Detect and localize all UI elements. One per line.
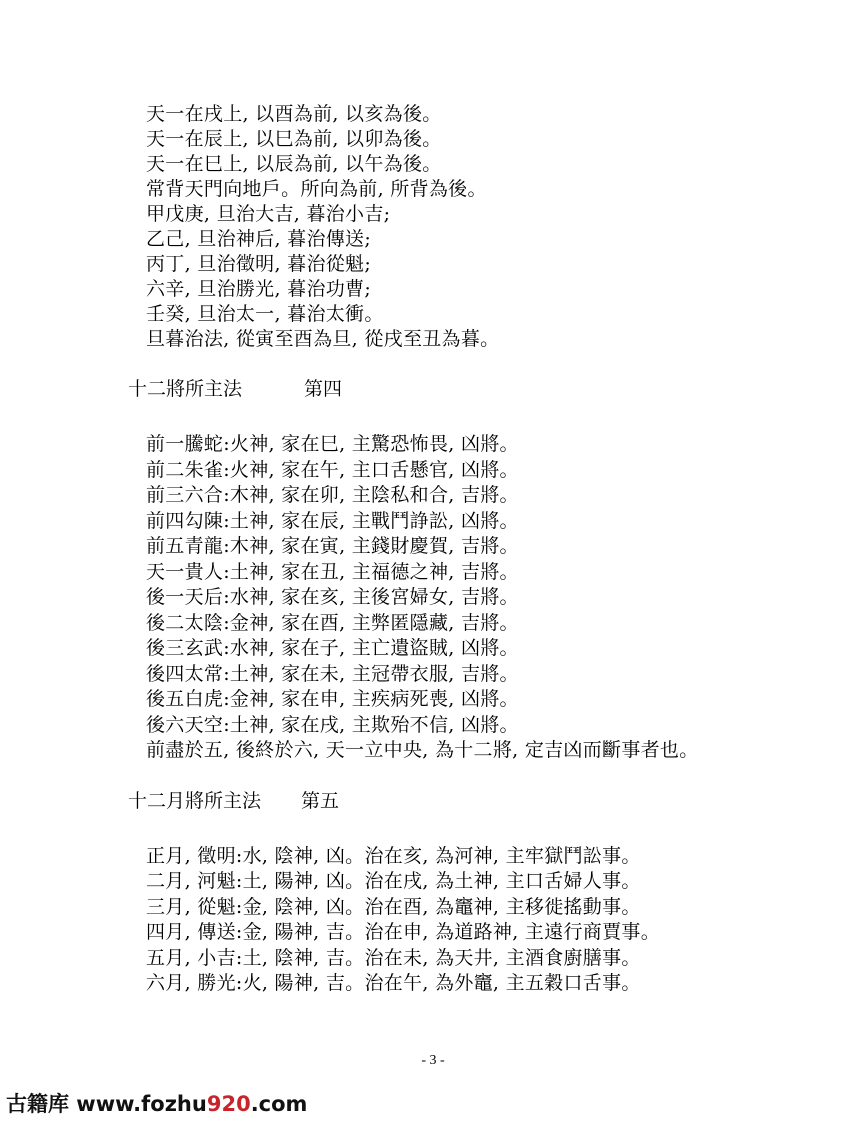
text-line: 三月, 從魁:金, 陰神, 凶。治在酉, 為竈神, 主移徙搖動事。 [146,896,641,918]
text-line: 前二朱雀:火神, 家在午, 主口舌懸官, 凶將。 [146,459,519,481]
section-four-number: 第四 [304,378,343,400]
text-line: 正月, 徵明:水, 陰神, 凶。治在亥, 為河神, 主牢獄鬥訟事。 [146,845,641,867]
text-line: 旦暮治法, 從寅至酉為旦, 從戌至丑為暮。 [146,328,500,350]
watermark-site-name: 古籍库 www.fozhu [6,1092,207,1116]
page-number: - 3 - [421,1053,445,1068]
text-line: 常背天門向地戶。所向為前, 所背為後。 [146,178,487,200]
text-line: 天一在辰上, 以巳為前, 以卯為後。 [146,128,442,150]
site-watermark [6,1090,307,1118]
watermark-site-number: 920 [206,1092,251,1116]
text-line: 天一在巳上, 以辰為前, 以午為後。 [146,153,442,175]
text-line: 前一騰蛇:火神, 家在巳, 主驚恐怖畏, 凶將。 [146,433,519,455]
section-five-number: 第五 [301,790,340,812]
text-line: 四月, 傳送:金, 陽神, 吉。治在申, 為道路神, 主遠行商賈事。 [146,921,660,943]
section-four-title: 十二將所主法 [128,378,243,400]
text-line: 五月, 小吉:土, 陰神, 吉。治在未, 為天井, 主酒食廚膳事。 [146,947,641,969]
section-five-heading [128,788,340,814]
text-line: 六辛, 旦治勝光, 暮治功曹; [146,278,372,300]
text-line: 後六天空:土神, 家在戌, 主欺殆不信, 凶將。 [146,714,519,736]
section-five-title: 十二月將所主法 [128,790,262,812]
text-line: 甲戊庚, 旦治大吉, 暮治小吉; [146,203,391,225]
text-line: 壬癸, 旦治太一, 暮治太衝。 [146,303,384,325]
text-line: 六月, 勝光:火, 陽神, 吉。治在午, 為外竈, 主五穀口舌事。 [146,972,641,994]
text-line: 後一天后:水神, 家在亥, 主後宮婦女, 吉將。 [146,586,519,608]
text-line: 前四勾陳:土神, 家在辰, 主戰鬥諍訟, 凶將。 [146,510,519,532]
text-line: 前五青龍:木神, 家在寅, 主錢財慶賀, 吉將。 [146,535,519,557]
text-line: 天一貴人:土神, 家在丑, 主福德之神, 吉將。 [146,561,519,583]
text-line: 天一在戌上, 以酉為前, 以亥為後。 [146,103,442,125]
text-line: 後五白虎:金神, 家在申, 主疾病死喪, 凶將。 [146,688,519,710]
text-line: 二月, 河魁:土, 陽神, 凶。治在戌, 為土神, 主口舌婦人事。 [146,870,641,892]
text-line: 丙丁, 旦治徵明, 暮治從魁; [146,253,372,275]
watermark-site-suffix: .com [250,1092,308,1116]
text-line: 後三玄武:水神, 家在子, 主亡遺盜賊, 凶將。 [146,637,519,659]
text-line: 後四太常:土神, 家在未, 主冠帶衣服, 吉將。 [146,663,519,685]
text-line: 前三六合:木神, 家在卯, 主陰私和合, 吉將。 [146,484,519,506]
text-line: 後二太陰:金神, 家在酉, 主弊匿隱藏, 吉將。 [146,612,519,634]
section-four-heading [128,376,343,402]
text-line: 乙己, 旦治神后, 暮治傳送; [146,228,372,250]
text-line: 前盡於五, 後終於六, 天一立中央, 為十二將, 定吉凶而斷事者也。 [146,739,699,761]
